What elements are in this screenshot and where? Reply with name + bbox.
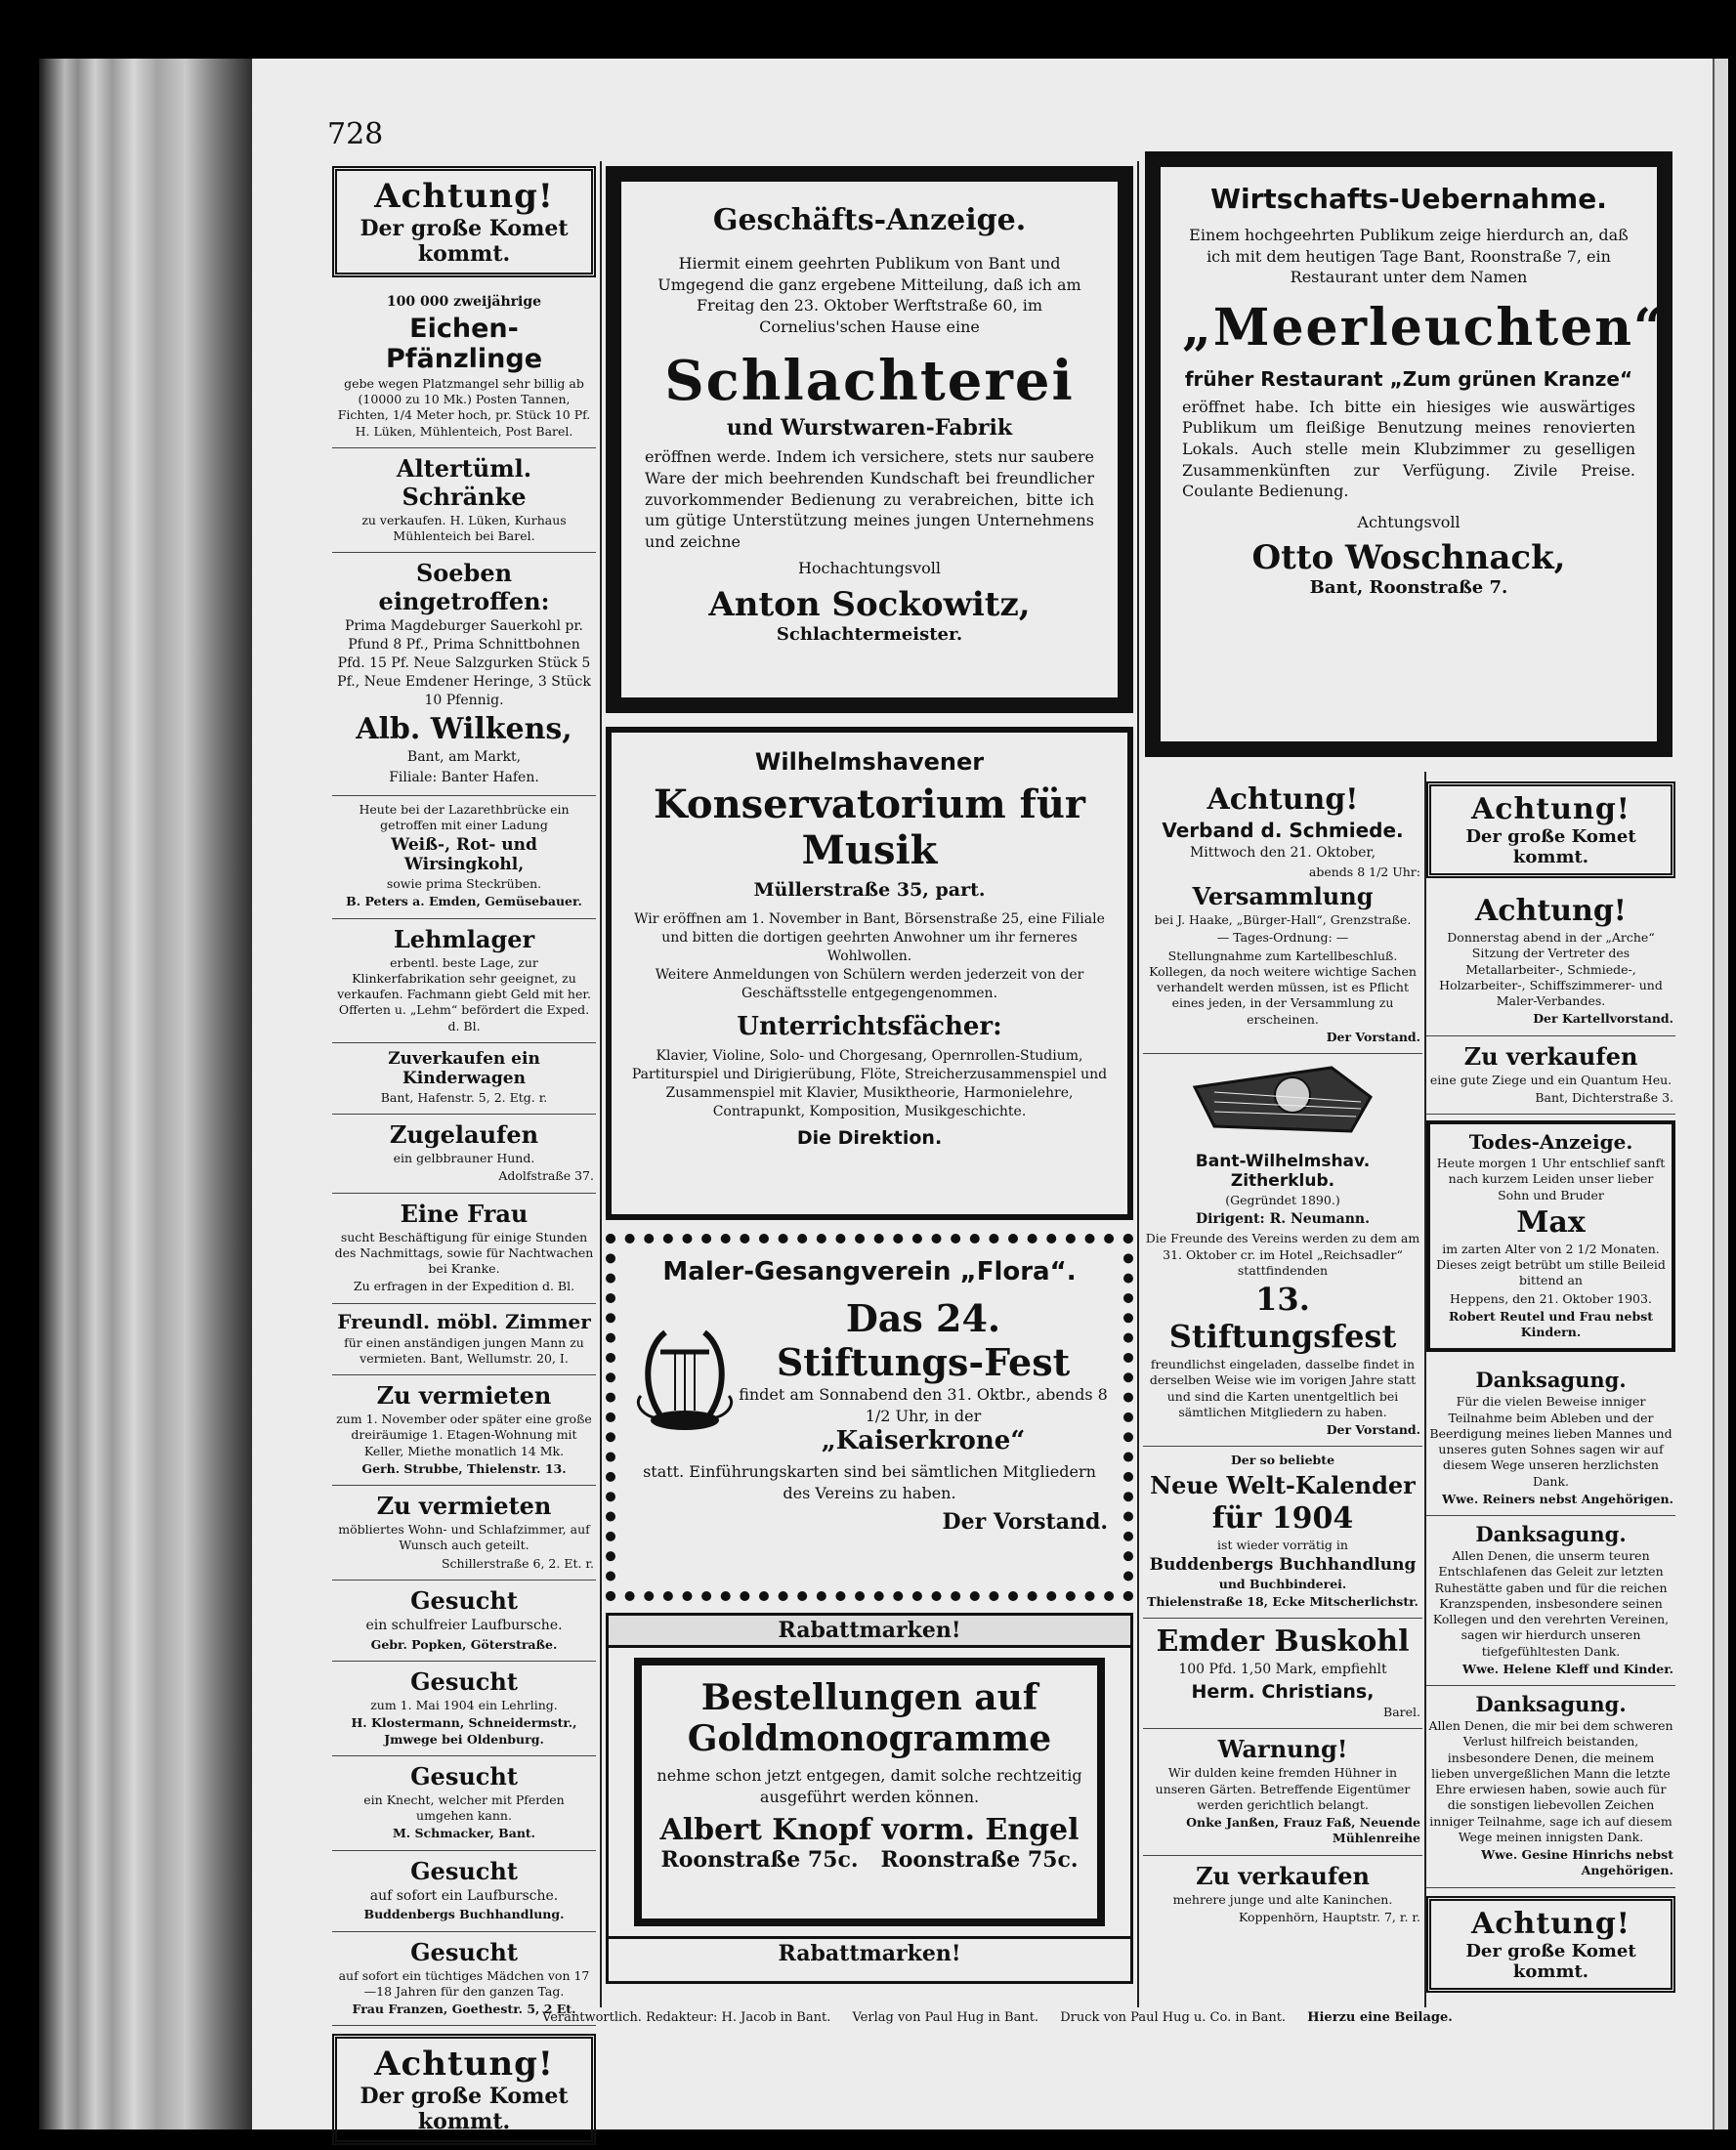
zimmer-ad (332, 1304, 596, 1376)
ad-text: Stellungnahme zum Kartellbeschluß. Kollegen, da noch weitere wichtige Sachen verhandelt werden müssen, ist es Pflicht eines jeden, in der Versammlung zu erscheinen. (1149, 948, 1417, 1027)
ad-headline: 13. Stiftungsfest (1168, 1281, 1397, 1356)
column-2 (606, 166, 1133, 2002)
lehmlager-ad (332, 919, 596, 1043)
ad-date: Mittwoch den 21. Oktober, (1189, 845, 1376, 861)
buskohl-ad (1143, 1619, 1422, 1729)
ad-address: Bant, am Markt, (406, 748, 522, 765)
knopf-ad (606, 1613, 1133, 1984)
ad-title: Wilhelmshavener (754, 748, 985, 776)
ad-text: Bant, Hafenstr. 5, 2. Etg. r. (380, 1089, 548, 1105)
ziege-ad (1426, 1036, 1675, 1116)
ad-address: Adolfstraße 37. (498, 1168, 594, 1184)
ad-date: Heppens, den 21. Oktober 1903. (1450, 1290, 1652, 1306)
ad-headline: Schlachterei (664, 349, 1075, 414)
ad-banner: Rabattmarken! (609, 1936, 1130, 1968)
verkaufen-ad (1143, 1856, 1422, 1934)
ad-text: statt. Einführungskarten sind bei sämtlichen Mitgliedern des Vereins zu haben. (643, 1462, 1096, 1502)
ad-text: ist wieder vorrätig in (1217, 1537, 1348, 1552)
ad-org: Verband d. Schmiede. (1162, 819, 1404, 842)
ad-text: Die Freunde des Vereins werden zu dem am 31. Oktober cr. im Hotel „Reichsadler“ stattfindenden (1145, 1231, 1420, 1278)
ad-sign: Buddenbergs Buchhandlung. (363, 1907, 565, 1922)
ad-title: Maler-Gesangverein „Flora“. (662, 1257, 1077, 1286)
ad-title: Gesucht (410, 1667, 518, 1697)
ad-role: Schlachtermeister. (776, 623, 963, 645)
zugelaufen-ad (332, 1115, 596, 1194)
column-4 (1426, 781, 1675, 2002)
ad-title: Achtung! (374, 177, 554, 216)
ad-text: ein Knecht, welcher mit Pferden umgehen kann. (363, 1792, 565, 1824)
ad-title: Zu verkaufen (1196, 1861, 1370, 1890)
ad-title: Achtung! (374, 2045, 554, 2085)
ad-title: Danksagung. (1475, 1692, 1627, 1716)
ad-text: zu verkaufen. H. Lüken, Kurhaus Mühlenteich bei Barel. (361, 512, 567, 544)
ad-title: Warnung! (1217, 1735, 1348, 1764)
kartell-ad (1426, 888, 1675, 1036)
ad-title: Gesucht (410, 1856, 518, 1885)
schmiede-ad (1143, 777, 1422, 1054)
ad-sign: Zu erfragen in der Expedition d. Bl. (353, 1279, 575, 1294)
ad-title: Gesucht (410, 1761, 518, 1791)
danksagung-ad (1426, 1362, 1675, 1516)
ad-text: im zarten Alter von 2 1/2 Monaten. Dieses zeigt betrübt um stille Beileid bittend an (1436, 1241, 1666, 1288)
ad-title: Zu vermieten (376, 1381, 552, 1411)
ad-text: Für die vielen Beweise inniger Teilnahme beim Ableben und der Beerdigung meines lieben Mannes und unseres guten Sohnes sagen wir auf diesem Wege unseren herzlichsten Dank. (1429, 1394, 1672, 1489)
ad-headline: Das 24. Stiftungs-Fest (776, 1296, 1071, 1384)
zither-icon (1185, 1058, 1380, 1146)
ad-text: sowie prima Steckrüben. (386, 876, 542, 892)
imprint-footer (542, 2010, 1685, 2025)
danksagung-ad (1426, 1516, 1675, 1686)
ad-text: Klavier, Violine, Solo- und Chorgesang, Opernrollen-Studium, Partiturspiel und Dirigierübung, Flöte, Streicherzusammenspiel und Zusammenspiel mit Klavier, Musiktheorie, Harmonielehre, Contrapunkt, Komposition, Musikgeschichte. (631, 1048, 1108, 1120)
ad-address: Koppenhörn, Hauptstr. 7, r. r. (1239, 1909, 1420, 1924)
ad-text: Hiermit einem geehrten Publikum von Bant und Umgegend die ganz ergebene Mitteilung, daß ich am Freitag den 23. Oktober Werftstraße 60, im Cornelius'schen Hause eine (657, 254, 1081, 336)
vermieten-ad (332, 1375, 596, 1486)
ad-text: auf sofort ein tüchtiges Mädchen von 17—18 Jahren für den ganzen Tag. (338, 1967, 590, 1999)
ad-title: Wirtschafts-Uebernahme. (1210, 183, 1607, 215)
eichen-ad (332, 287, 596, 448)
ad-pretitle: Der so beliebte (1230, 1453, 1335, 1468)
ad-name: Alb. Wilkens, (356, 711, 572, 746)
ad-title: Achtung! (1471, 792, 1630, 826)
ad-headline: Bestellungen auf (700, 1677, 1038, 1718)
ad-address: Schillerstraße 6, 2. Et. r. (441, 1555, 594, 1571)
kohl-ad (332, 796, 596, 919)
ad-name: Albert Knopf vorm. Engel (659, 1813, 1080, 1848)
page-edge (1713, 59, 1728, 2129)
ad-title: Altertüml. Schränke (396, 453, 532, 511)
todes-anzeige (1426, 1120, 1675, 1352)
ad-address: Bant, Roonstraße 7. (1309, 577, 1508, 599)
ad-text: mehrere junge und alte Kaninchen. (1172, 1891, 1393, 1907)
ad-sign: Der Vorstand. (942, 1509, 1108, 1536)
ad-text: auf sofort ein Laufbursche. (369, 1887, 559, 1904)
ad-subtitle: — Tages-Ordnung: — (1216, 930, 1349, 946)
ad-sign: Wwe. Helene Kleff und Kinder. (1462, 1661, 1673, 1676)
ad-text: Heute bei der Lazarethbrücke ein getroffen mit einer Ladung (359, 801, 570, 832)
ad-sign: Gebr. Popken, Göterstraße. (370, 1636, 558, 1652)
ad-greeting: Hochachtungsvoll (797, 559, 942, 578)
ad-founded: (Gegründet 1890.) (1225, 1193, 1340, 1208)
ad-text: ein gelbbrauner Hund. (393, 1151, 535, 1166)
ad-subtitle: Unterrichtsfächer: (737, 1012, 1002, 1042)
ad-text: Donnerstag abend in der „Arche“ Sitzung der Vertreter des Metallarbeiter-, Schmiede-, Holzarbeiter-, Schiffszimmerer- und Maler-Verbandes. (1439, 930, 1663, 1008)
gesucht-ad (332, 1851, 596, 1932)
ad-text: Wir eröffnen am 1. November in Bant, Börsenstraße 25, eine Filiale und bitten die dortigen geehrten Anwohner um ihr ferneres Wohlwollen. (634, 911, 1105, 964)
ad-subtitle: Der große Komet kommt. (1465, 826, 1636, 867)
ad-name: Max (1516, 1204, 1586, 1240)
ad-title: Achtung! (1471, 1906, 1630, 1941)
ad-banner: Rabattmarken! (609, 1616, 1130, 1648)
kinderwagen-ad (332, 1043, 596, 1115)
ad-text: eröffnet habe. Ich bitte ein hiesiges wie auswärtiges Publikum um fleißige Benutzung meines renovierten Lokals. Auch stelle mein Klubzimmer zu geselligen Zusammenkünften zur Verfügung. Zivile Preise. Coulante Bedienung. (1182, 397, 1635, 501)
ad-sign: Onke Janßen, Frauz Faß, Neuende Mühlenreihe (1186, 1815, 1420, 1846)
ad-sign: B. Peters a. Emden, Gemüsebauer. (346, 894, 582, 909)
frau-ad (332, 1194, 596, 1304)
ad-subtitle: Der große Komet kommt. (360, 2084, 569, 2135)
ad-year: für 1904 (1211, 1500, 1354, 1536)
ad-text: zum 1. Mai 1904 ein Lehrling. (370, 1698, 558, 1713)
column-rule (1137, 161, 1139, 2007)
ad-text: findet am Sonnabend den 31. Oktbr., abends 8 1/2 Uhr, in der (739, 1385, 1108, 1425)
vermieten-ad (332, 1486, 596, 1581)
ad-text: Prima Magdeburger Sauerkohl pr. Pfund 8 Pf., Prima Schnittbohnen Pfd. 15 Pf. Neue Salzgurken Stück 5 Pf., Neue Emdener Heringe, 3 Stück 10 Pfennig. (337, 618, 591, 708)
ad-sign: Robert Reutel und Frau nebst Kindern. (1448, 1308, 1654, 1339)
ad-title: Weiß-, Rot- und Wirsingkohl, (391, 835, 537, 875)
ad-text: eröffnen werde. Indem ich versichere, stets nur saubere Ware der mich beehrenden Kundschaft bei freundlicher zuvorkommender Bedienung zu verabreichen, bitte ich um gütige Unterstützung meines jungen Unternehmens und zeichne (645, 447, 1094, 551)
ad-text: gebe wegen Platzmangel sehr billig ab (10000 zu 10 Mk.) Posten Tannen, Fichten, 1/4 Meter hoch, pr. Stück 10 Pf. H. Lüken, Mühlenteich, Post Barel. (337, 375, 591, 439)
ad-address: Roonstraße 75c. (880, 1847, 1079, 1874)
footer-publisher: Verlag von Paul Hug in Bant. (852, 2010, 1039, 2025)
ad-address: Filiale: Banter Hafen. (389, 769, 539, 785)
ad-text: freundlichst eingeladen, dasselbe findet in derselben Weise wie im vorigen Jahre statt und sind die Karten unentgeltlich bei sämtlichen Mitgliedern zu haben. (1149, 1357, 1417, 1419)
gesucht-ad (332, 1756, 596, 1851)
ad-title: Zuverkaufen ein Kinderwagen (388, 1048, 540, 1088)
book-spine (39, 59, 254, 2129)
ad-address: Thielenstraße 18, Ecke Mitscherlichstr. (1147, 1594, 1418, 1610)
ad-name: Otto Woschnack, (1251, 538, 1566, 578)
ad-title: Emder Buskohl (1156, 1624, 1410, 1660)
wirtschaft-column (1145, 151, 1672, 767)
ad-address: Bant, Dichterstraße 3. (1535, 1089, 1673, 1105)
ad-event: Versammlung (1192, 882, 1374, 911)
column-rule (600, 161, 602, 2007)
ad-sign: Die Direktion. (796, 1127, 943, 1150)
ad-text: sucht Beschäftigung für einige Stunden des Nachmittags, sowie für Nachtwachen bei Kranke. (334, 1229, 594, 1277)
gesucht-ad (332, 1581, 596, 1662)
ad-title: Bant-Wilhelmshav. Zitherklub. (1195, 1152, 1371, 1192)
ad-address: Roonstraße 75c. (660, 1847, 859, 1874)
ad-text: Allen Denen, die mir bei dem schweren Verlust hilfreich beistanden, insbesondere Denen, die meinem lieben unvergeßlichen Mann die letzte Ehre erwiesen haben, sowie auch für die sonstigen liebevollen Zeichen inniger Teilnahme, sage ich auf diesem Wege meinen innigsten Dank. (1428, 1718, 1673, 1844)
footer-editor: Verantwortlich. Redakteur: H. Jacob in Bant. (542, 2010, 831, 2025)
ad-text: Wir dulden keine fremden Hühner in unseren Gärten. Betreffende Eigentümer werden gerichtlich belangt. (1155, 1765, 1411, 1812)
ad-shop: Buddenbergs Buchhandlung (1149, 1554, 1417, 1575)
ad-time: abends 8 1/2 Uhr: (1308, 864, 1420, 879)
ad-address: Müllerstraße 35, part. (753, 879, 986, 901)
ad-greeting: Achtungsvoll (1357, 512, 1461, 531)
ad-sign: Frau Franzen, Goethestr. 5, 2 Et. (352, 2002, 576, 2017)
ad-name: Anton Sockowitz, (708, 584, 1031, 624)
ad-sign: Gerh. Strubbe, Thielenstr. 13. (361, 1460, 567, 1476)
ad-sign: Der Kartellvorstand. (1533, 1011, 1673, 1027)
ad-title: Achtung! (1207, 782, 1359, 817)
ad-text: eine gute Ziege und ein Quantum Heu. (1429, 1072, 1672, 1087)
achtung-ad (332, 166, 596, 277)
ad-text: Allen Denen, die unserm teuren Entschlafenen das Geleit zur letzten Ruhestätte gaben und für die reichen Kranzspenden, insbesondere seinen Kollegen und den verehrten Vereinen, sagen wir hierdurch unseren tiefgefühltesten Dank. (1432, 1548, 1670, 1659)
ad-text: ein schulfreier Laufbursche. (365, 1617, 563, 1633)
column-3 (1143, 777, 1422, 2002)
page-number: 728 (327, 117, 384, 151)
ad-text: erbentl. beste Lage, zur Klinkerfabrikation sehr geeignet, zu verkaufen. Fachmann giebt Geld mit her. Offerten u. „Lehm“ befördert die Exped. d. Bl. (337, 954, 591, 1033)
ad-shop: und Buchbinderei. (1218, 1576, 1347, 1591)
ad-subtitle: Der große Komet kommt. (360, 216, 569, 267)
ad-sign: H. Klostermann, Schneidermstr., Jmwege bei Oldenburg. (351, 1715, 577, 1747)
ad-sign: Der Vorstand. (1326, 1029, 1420, 1044)
ad-headline: Goldmonogramme (687, 1718, 1052, 1759)
ad-text: Einem hochgeehrten Publikum zeige hierdurch an, daß ich mit dem heutigen Tage Bant, Roonstraße 7, ein Restaurant unter dem Namen (1189, 226, 1629, 287)
ad-sign: Wwe. Gesine Hinrichs nebst Angehörigen. (1481, 1847, 1673, 1878)
soeben-ad (332, 553, 596, 795)
schlachterei-ad (606, 166, 1133, 713)
ad-sign: Der Vorstand. (1326, 1422, 1420, 1438)
achtung-ad (1426, 1896, 1675, 1993)
achtung-ad (332, 2034, 596, 2145)
danksagung-ad (1426, 1686, 1675, 1888)
warnung-ad (1143, 1729, 1422, 1855)
ad-title: Achtung! (1475, 894, 1627, 928)
konservatorium-ad (606, 727, 1133, 1220)
ad-subtitle: früher Restaurant „Zum grünen Kranze“ (1184, 366, 1633, 391)
ad-headline: Konservatorium für Musik (654, 781, 1085, 873)
ad-title: Gesucht (410, 1937, 518, 1966)
ad-title: Todes-Anzeige. (1468, 1130, 1633, 1154)
footer-supplement: Hierzu eine Beilage. (1307, 2010, 1453, 2025)
ad-director: Dirigent: R. Neumann. (1196, 1211, 1370, 1228)
ad-title: Geschäfts-Anzeige. (712, 203, 1027, 237)
ad-text: nehme schon jetzt entgegen, damit solche rechtzeitig ausgeführt werden können. (656, 1766, 1082, 1806)
ad-title: Lehmlager (393, 924, 535, 953)
achtung-ad (1426, 781, 1675, 878)
altertuml-ad (332, 448, 596, 554)
ad-title: Freundl. möbl. Zimmer (337, 1309, 591, 1333)
lyre-icon (631, 1318, 739, 1435)
ad-place: Barel. (1383, 1705, 1420, 1720)
gesucht-ad (332, 1662, 596, 1756)
ad-title: Neue Welt-Kalender (1150, 1470, 1416, 1499)
zither-ad (1143, 1054, 1422, 1447)
column-1 (332, 166, 596, 2135)
ad-text: für einen anständigen jungen Mann zu vermieten. Bant, Wellumstr. 20, I. (344, 1334, 584, 1366)
ad-sign: Wwe. Reiners nebst Angehörigen. (1442, 1491, 1673, 1506)
ad-title: Zu vermieten (376, 1492, 552, 1521)
kalender-ad (1143, 1447, 1422, 1619)
ad-venue: „Kaiserkrone“ (821, 1426, 1026, 1456)
ad-text: Weitere Anmeldungen von Schülern werden jederzeit von der Geschäftsstelle entgegengenommen. (655, 966, 1084, 1001)
ad-title: Zugelaufen (389, 1120, 539, 1150)
ad-subtitle: Der große Komet kommt. (1465, 1940, 1636, 1982)
ad-name: Herm. Christians, (1191, 1681, 1375, 1704)
ad-text: 100 Pfd. 1,50 Mark, empfiehlt (1178, 1662, 1387, 1678)
ad-title: Eichen-Pfänzlinge (385, 313, 543, 374)
footer-printer: Druck von Paul Hug u. Co. in Bant. (1060, 2010, 1287, 2025)
ad-title: Gesucht (410, 1585, 518, 1615)
ad-subtitle: und Wurstwaren-Fabrik (726, 415, 1013, 442)
ad-title: Danksagung. (1475, 1368, 1627, 1393)
ad-title: Danksagung. (1475, 1522, 1627, 1546)
wirtschaft-ad (1145, 151, 1672, 757)
ad-pretitle: 100 000 zweijährige (386, 294, 542, 310)
ad-text: möbliertes Wohn- und Schlafzimmer, auf Wunsch auch geteilt. (338, 1522, 590, 1553)
ad-headline: „Meerleuchten“ (1182, 297, 1665, 358)
ad-sign: M. Schmacker, Bant. (392, 1826, 536, 1841)
flora-ad (606, 1234, 1133, 1601)
ad-title: Zu verkaufen (1463, 1041, 1638, 1071)
ad-title: Eine Frau (400, 1199, 529, 1228)
ad-location: bei J. Haake, „Bürger-Hall“, Grenzstraße. (1154, 912, 1412, 928)
ad-text: Heute morgen 1 Uhr entschlief sanft nach kurzem Leiden unser lieber Sohn und Bruder (1436, 1156, 1666, 1202)
ad-text: zum 1. November oder später eine große dreiräumige 1. Etagen-Wohnung mit Keller, Miethe monatlich 14 Mk. (336, 1412, 592, 1458)
ad-title: Soeben eingetroffen: (378, 559, 550, 616)
